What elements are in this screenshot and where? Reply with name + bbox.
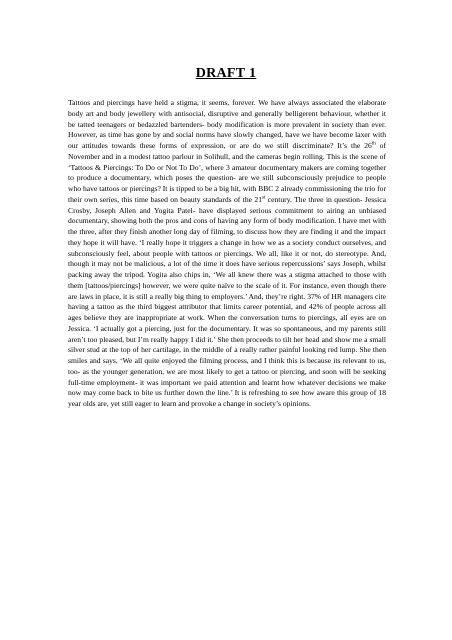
document-title: DRAFT 1 — [195, 66, 257, 81]
paragraph-text-part-1: Tattoos and piercings have held a stigma, it seems, forever. We have always associated the elaborate body art and body jewellery with antisocial, disruptive and generally belligerent behaviour, whether it be tatted teenagers or bedazzled bartenders- body modification is more prevalent in society than ever. However, as time has gone by and social norms have slowly changed, have we have become laxer with our attitudes towards these forms of expression, or are do we still discriminate? It’s the 26 — [68, 98, 386, 150]
paragraph-text-part-3: century. The three in question- Jessica Crosby, Joseph Allen and Yogita Patel- have displayed serious commitment to airing an unbiased documentary, showing both the pros and cons of having any form of body modification. I have met with the three, after they finish another long day of filming, to discuss how they are finding it and the impact they hope it will have. ‘I really hope it triggers a change in how we as a society conduct ourselves, and subconsciously feel, about people with tattoos or piercings. We all, like it or not, do stereotype. And, though it may not be malicious, a lot of the time it does have serious repercussions’ says Joseph, whilst packing away the tripod. Yogita also chips in, ‘We all knew there was a stigma attached to those with them [tattoos/piercings] however, we were quite naïve to the scale of it. For instance, even though there are laws in place, it is still a really big thing to employers.’ And, they’re right. 37% of HR managers cite having a tattoo as the third biggest attributor that limits career potential, and 42% of people across all ages believe they are inappropriate at work. When the conversation turns to piercings, all eyes are on Jessica. ‘I actually got a piercing, just for the documentary. It was so spontaneous, and my parents still aren’t too pleased, but I’m really happy I did it.’ She then proceeds to tilt her head and show me a small silver stud at the top of her cartilage, in the middle of a really rather painful looking red lump. She then smiles and says, ‘We all quite enjoyed the filming process, and I think this is because its relevant to us, too- as the younger generation, we are most likely to get a tattoo or piercing, and soon will be seeking full-time employment- it was important we paid attention and learnt how whatever decisions we make now may come back to bite us further down the line.’ It is refreshing to see how aware this group of 18 year olds are, yet still eager to learn and provoke a change in society’s opinions. — [68, 194, 386, 408]
paragraph-text-part-2: of November and in a modest tattoo parlour in Solihull, and the cameras begin rolling. This is the scene of ‘Tattoos & Piercings: To Do or Not To Do’, where 3 amateur documentary makers are coming together to produce a documentary, which poses the question- are we still subconsciously prejudice to people who have tattoos or piercings? It is tipped to be a big hit, with BBC 2 already commissioning the trio for their own series, this time based on beauty standards of the 21 — [68, 141, 386, 204]
ordinal-suffix-2: st — [262, 195, 266, 201]
ordinal-suffix-1: th — [371, 141, 376, 147]
body-paragraph — [68, 98, 386, 410]
